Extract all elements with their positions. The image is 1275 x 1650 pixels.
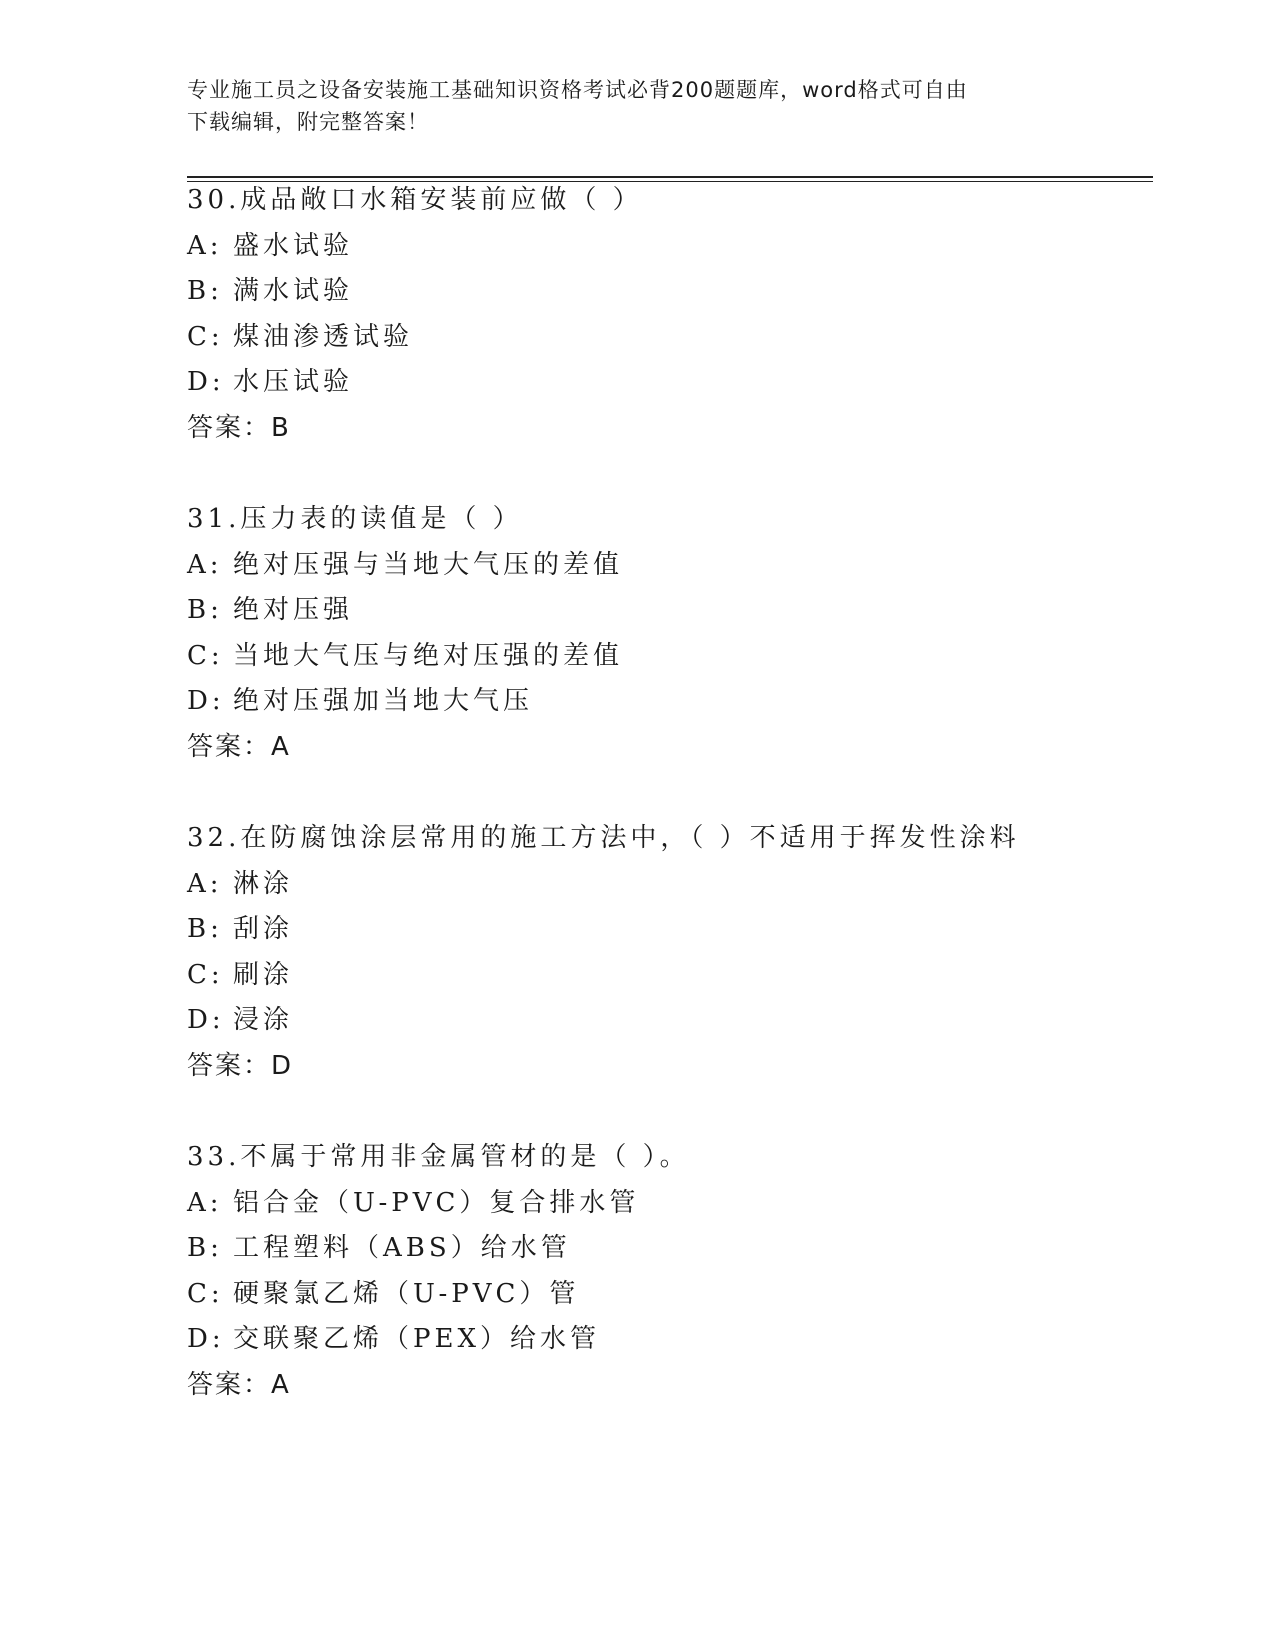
option-text: 煤油渗透试验 — [233, 321, 414, 352]
option-label: A: — [187, 549, 223, 580]
option-d — [187, 998, 1087, 1044]
header-line-1: 专业施工员之设备安装施工基础知识资格考试必背200题题库，word格式可自由 — [187, 78, 968, 102]
option-b — [187, 1226, 1087, 1272]
option-c — [187, 634, 1087, 680]
option-text: 盛水试验 — [233, 230, 354, 261]
option-text: 交联聚乙烯（PEX）给水管 — [233, 1324, 600, 1354]
option-c — [187, 315, 1087, 361]
answer-line: 答案：B — [187, 412, 291, 443]
answer-line: 答案：A — [187, 731, 291, 762]
option-c — [187, 953, 1087, 999]
option-a — [187, 543, 1087, 589]
question-stem: 30.成品敞口水箱安装前应做（ ） — [187, 185, 643, 215]
option-text: 淋涂 — [233, 868, 294, 899]
option-label: C: — [187, 640, 224, 671]
question-block — [187, 497, 1087, 770]
question-block — [187, 1135, 1087, 1408]
option-b — [187, 269, 1087, 315]
option-label: B: — [187, 595, 223, 625]
option-text: 刷涂 — [233, 959, 294, 990]
option-text: 硬聚氯乙烯（U-PVC）管 — [233, 1278, 580, 1309]
option-text: 刮涂 — [233, 914, 294, 944]
option-d — [187, 679, 1087, 725]
option-text: 铝合金（U-PVC）复合排水管 — [233, 1187, 640, 1218]
option-label: D: — [187, 1005, 225, 1035]
option-a — [187, 1181, 1087, 1227]
option-label: A: — [187, 1187, 223, 1218]
option-label: C: — [187, 959, 224, 990]
question-block — [187, 178, 1087, 451]
answer-line: 答案：D — [187, 1050, 294, 1081]
option-a — [187, 224, 1087, 270]
option-label: D: — [187, 367, 225, 397]
option-b — [187, 907, 1087, 953]
option-label: D: — [187, 686, 225, 716]
option-text: 工程塑料（ABS）给水管 — [233, 1233, 571, 1263]
option-c — [187, 1272, 1087, 1318]
option-label: C: — [187, 321, 224, 352]
question-stem: 31.压力表的读值是（ ） — [187, 504, 523, 534]
question-stem: 33.不属于常用非金属管材的是（ ）。 — [187, 1142, 690, 1172]
option-d — [187, 360, 1087, 406]
option-label: B: — [187, 1233, 223, 1263]
option-text: 绝对压强与当地大气压的差值 — [233, 549, 624, 580]
option-text: 当地大气压与绝对压强的差值 — [233, 640, 624, 671]
option-a — [187, 862, 1087, 908]
answer-line: 答案：A — [187, 1369, 291, 1400]
option-label: C: — [187, 1278, 224, 1309]
option-d — [187, 1317, 1087, 1363]
question-stem: 32.在防腐蚀涂层常用的施工方法中，（ ）不适用于挥发性涂料 — [187, 823, 1020, 853]
option-label: B: — [187, 276, 223, 306]
option-text: 水压试验 — [233, 367, 354, 397]
question-block — [187, 816, 1087, 1089]
option-label: A: — [187, 230, 223, 261]
option-text: 绝对压强 — [233, 595, 354, 625]
option-text: 满水试验 — [233, 276, 354, 306]
option-label: A: — [187, 868, 223, 899]
option-label: B: — [187, 914, 223, 944]
option-text: 绝对压强加当地大气压 — [233, 686, 534, 716]
option-text: 浸涂 — [233, 1005, 294, 1035]
option-label: D: — [187, 1324, 225, 1354]
option-b — [187, 588, 1087, 634]
document-header — [187, 74, 1067, 138]
header-line-2: 下载编辑，附完整答案！ — [187, 110, 429, 134]
